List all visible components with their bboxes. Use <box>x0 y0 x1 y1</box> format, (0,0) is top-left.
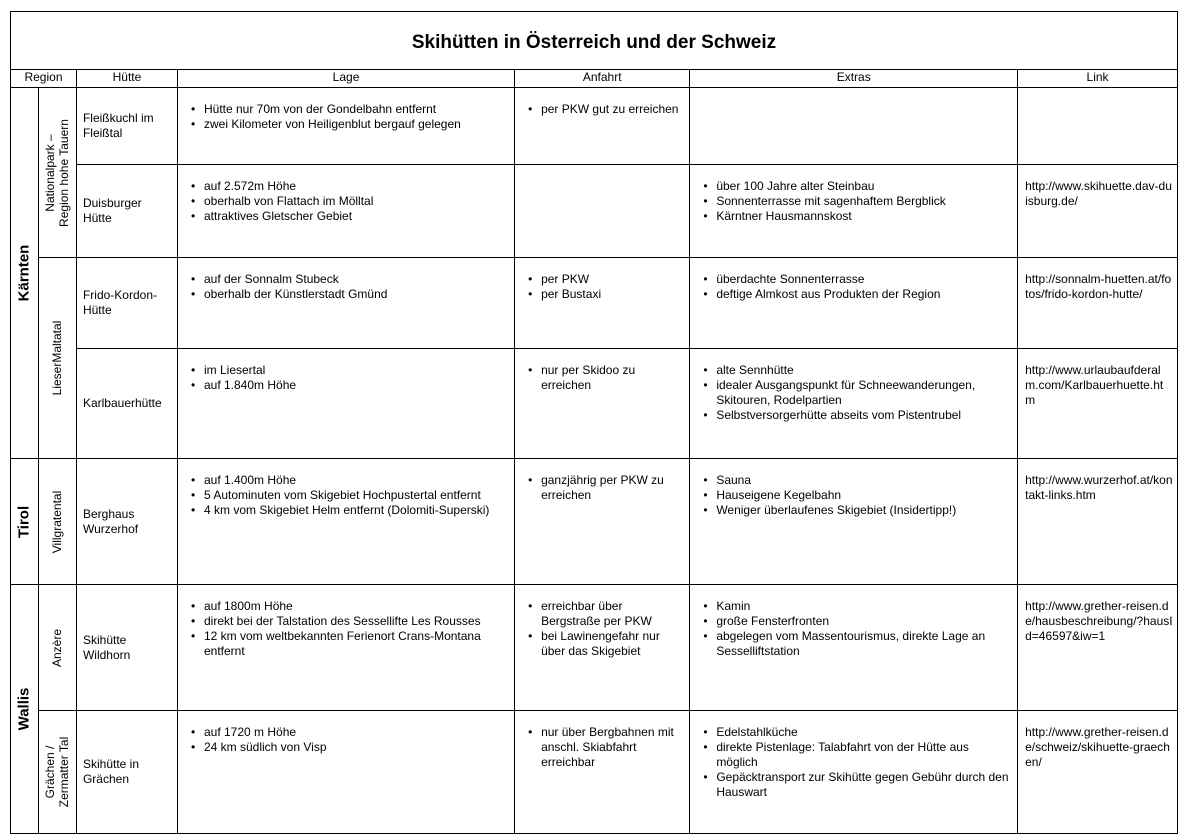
subregion-label: Grächen / Zermatter Tal <box>43 736 72 808</box>
subregion-label: Anzère <box>50 628 65 667</box>
hut-name: Skihütte Wildhorn <box>76 585 177 711</box>
table-row <box>11 258 1178 349</box>
lage-cell <box>177 88 514 165</box>
anfahrt-cell <box>515 258 690 349</box>
lage-list <box>186 473 508 518</box>
extras-list <box>698 179 1011 224</box>
table-title: Skihütten in Österreich und der Schweiz <box>11 12 1178 70</box>
region-cell-wallis <box>11 585 39 834</box>
anfahrt-list <box>523 725 683 770</box>
region-label: Kärnten <box>15 244 33 302</box>
list-item: • Gepäcktransport zur Skihütte gegen Gebühr durch den Hauswart <box>698 770 1011 800</box>
list-item: • auf 1.400m Höhe <box>186 473 508 488</box>
table-row <box>11 165 1178 258</box>
lage-cell <box>177 459 514 585</box>
link-cell[interactable] <box>1018 88 1178 165</box>
subregion-label: LieserMaltatal <box>50 320 65 396</box>
list-item: • alte Sennhütte <box>698 363 1011 378</box>
table-row <box>11 349 1178 459</box>
list-item: • auf 2.572m Höhe <box>186 179 508 194</box>
link-cell[interactable]: http://www.grether-reisen.de/hausbeschreibung/?hausId=46597&iw=1 <box>1018 585 1178 711</box>
extras-cell <box>690 165 1018 258</box>
lage-list <box>186 102 508 132</box>
list-item: • ganzjährig per PKW zu erreichen <box>523 473 683 503</box>
lage-list <box>186 272 508 302</box>
link-cell[interactable]: http://www.urlaubaufderalm.com/Karlbauerhuette.htm <box>1018 349 1178 459</box>
list-item: • überdachte Sonnenterrasse <box>698 272 1011 287</box>
list-item: • bei Lawinengefahr nur über das Skigebiet <box>523 629 683 659</box>
lage-list <box>186 179 508 224</box>
list-item: • deftige Almkost aus Produkten der Region <box>698 287 1011 302</box>
subregion-label: Nationalpark – Region hohe Tauern <box>43 118 72 227</box>
anfahrt-list <box>523 599 683 659</box>
list-item: • Hütte nur 70m von der Gondelbahn entfernt <box>186 102 508 117</box>
table-row <box>11 88 1178 165</box>
list-item: • auf 1800m Höhe <box>186 599 508 614</box>
list-item: • auf der Sonnalm Stubeck <box>186 272 508 287</box>
list-item: • 12 km vom weltbekannten Ferienort Crans-Montana entfernt <box>186 629 508 659</box>
region-label: Tirol <box>15 505 33 538</box>
list-item: • direkt bei der Talstation des Sessellifte Les Rousses <box>186 614 508 629</box>
extras-cell <box>690 711 1018 834</box>
subregion-cell-graechen <box>38 711 76 834</box>
subregion-label: Villgratental <box>50 490 65 553</box>
list-item: • im Liesertal <box>186 363 508 378</box>
anfahrt-cell <box>515 88 690 165</box>
list-item: • Weniger überlaufenes Skigebiet (Insidertipp!) <box>698 503 1011 518</box>
lage-list <box>186 363 508 393</box>
list-item: • Selbstversorgerhütte abseits vom Pistentrubel <box>698 408 1011 423</box>
list-item: • 5 Autominuten vom Skigebiet Hochpustertal entfernt <box>186 488 508 503</box>
lage-list <box>186 599 508 659</box>
list-item: • direkte Pistenlage: Talabfahrt von der Hütte aus möglich <box>698 740 1011 770</box>
hut-name: Skihütte in Grächen <box>76 711 177 834</box>
link-cell[interactable]: http://www.grether-reisen.de/schweiz/skihuette-graechen/ <box>1018 711 1178 834</box>
anfahrt-list <box>523 102 683 117</box>
subregion-cell-liesermaltatal <box>38 258 76 459</box>
list-item: • auf 1.840m Höhe <box>186 378 508 393</box>
lage-cell <box>177 258 514 349</box>
table-row <box>11 459 1178 585</box>
list-item: • oberhalb der Künstlerstadt Gmünd <box>186 287 508 302</box>
extras-list <box>698 599 1011 659</box>
link-cell[interactable]: http://www.wurzerhof.at/kontakt-links.htm <box>1018 459 1178 585</box>
header-huette: Hütte <box>76 70 177 88</box>
header-link: Link <box>1018 70 1178 88</box>
hut-name: Duisburger Hütte <box>76 165 177 258</box>
lage-list <box>186 725 508 755</box>
hut-name: Frido-Kordon-Hütte <box>76 258 177 349</box>
list-item: • über 100 Jahre alter Steinbau <box>698 179 1011 194</box>
hut-name: Fleißkuchl im Fleißtal <box>76 88 177 165</box>
table-row <box>11 711 1178 834</box>
list-item: • nur per Skidoo zu erreichen <box>523 363 683 393</box>
list-item: • 24 km südlich von Visp <box>186 740 508 755</box>
subregion-cell-nationalpark <box>38 88 76 258</box>
hut-name: Karlbauerhütte <box>76 349 177 459</box>
header-lage: Lage <box>177 70 514 88</box>
list-item: • abgelegen vom Massentourismus, direkte Lage an Sesselliftstation <box>698 629 1011 659</box>
header-extras: Extras <box>690 70 1018 88</box>
extras-list <box>698 725 1011 800</box>
list-item: • Kärntner Hausmannskost <box>698 209 1011 224</box>
header-anfahrt: Anfahrt <box>515 70 690 88</box>
extras-cell <box>690 585 1018 711</box>
list-item: • oberhalb von Flattach im Mölltal <box>186 194 508 209</box>
lage-cell <box>177 165 514 258</box>
anfahrt-cell <box>515 165 690 258</box>
anfahrt-list <box>523 272 683 302</box>
lage-cell <box>177 585 514 711</box>
anfahrt-cell <box>515 349 690 459</box>
extras-cell <box>690 349 1018 459</box>
anfahrt-cell <box>515 585 690 711</box>
list-item: • per PKW gut zu erreichen <box>523 102 683 117</box>
ski-huts-table <box>10 11 1178 834</box>
list-item: • Edelstahlküche <box>698 725 1011 740</box>
anfahrt-cell <box>515 459 690 585</box>
extras-cell <box>690 258 1018 349</box>
list-item: • per Bustaxi <box>523 287 683 302</box>
extras-cell <box>690 88 1018 165</box>
region-label: Wallis <box>15 687 33 731</box>
header-region: Region <box>11 70 77 88</box>
list-item: • nur über Bergbahnen mit anschl. Skiabfahrt erreichbar <box>523 725 683 770</box>
anfahrt-list <box>523 473 683 503</box>
hut-name: Berghaus Wurzerhof <box>76 459 177 585</box>
list-item: • große Fensterfronten <box>698 614 1011 629</box>
list-item: • auf 1720 m Höhe <box>186 725 508 740</box>
list-item: • erreichbar über Bergstraße per PKW <box>523 599 683 629</box>
region-cell-tirol <box>11 459 39 585</box>
list-item: • zwei Kilometer von Heiligenblut bergauf gelegen <box>186 117 508 132</box>
subregion-cell-anzere <box>38 585 76 711</box>
list-item: • per PKW <box>523 272 683 287</box>
extras-list <box>698 363 1011 423</box>
list-item: • Sauna <box>698 473 1011 488</box>
lage-cell <box>177 349 514 459</box>
extras-list <box>698 272 1011 302</box>
link-cell[interactable]: http://sonnalm-huetten.at/fotos/frido-kordon-hutte/ <box>1018 258 1178 349</box>
anfahrt-cell <box>515 711 690 834</box>
extras-cell <box>690 459 1018 585</box>
list-item: • Sonnenterrasse mit sagenhaftem Bergblick <box>698 194 1011 209</box>
list-item: • 4 km vom Skigebiet Helm entfernt (Dolomiti-Superski) <box>186 503 508 518</box>
table-row <box>11 585 1178 711</box>
list-item: • Hauseigene Kegelbahn <box>698 488 1011 503</box>
lage-cell <box>177 711 514 834</box>
anfahrt-list <box>523 363 683 393</box>
list-item: • Kamin <box>698 599 1011 614</box>
link-cell[interactable]: http://www.skihuette.dav-duisburg.de/ <box>1018 165 1178 258</box>
region-cell-kaernten <box>11 88 39 459</box>
list-item: • idealer Ausgangspunkt für Schneewanderungen, Skitouren, Rodelpartien <box>698 378 1011 408</box>
subregion-cell-villgratental <box>38 459 76 585</box>
extras-list <box>698 473 1011 518</box>
list-item: • attraktives Gletscher Gebiet <box>186 209 508 224</box>
